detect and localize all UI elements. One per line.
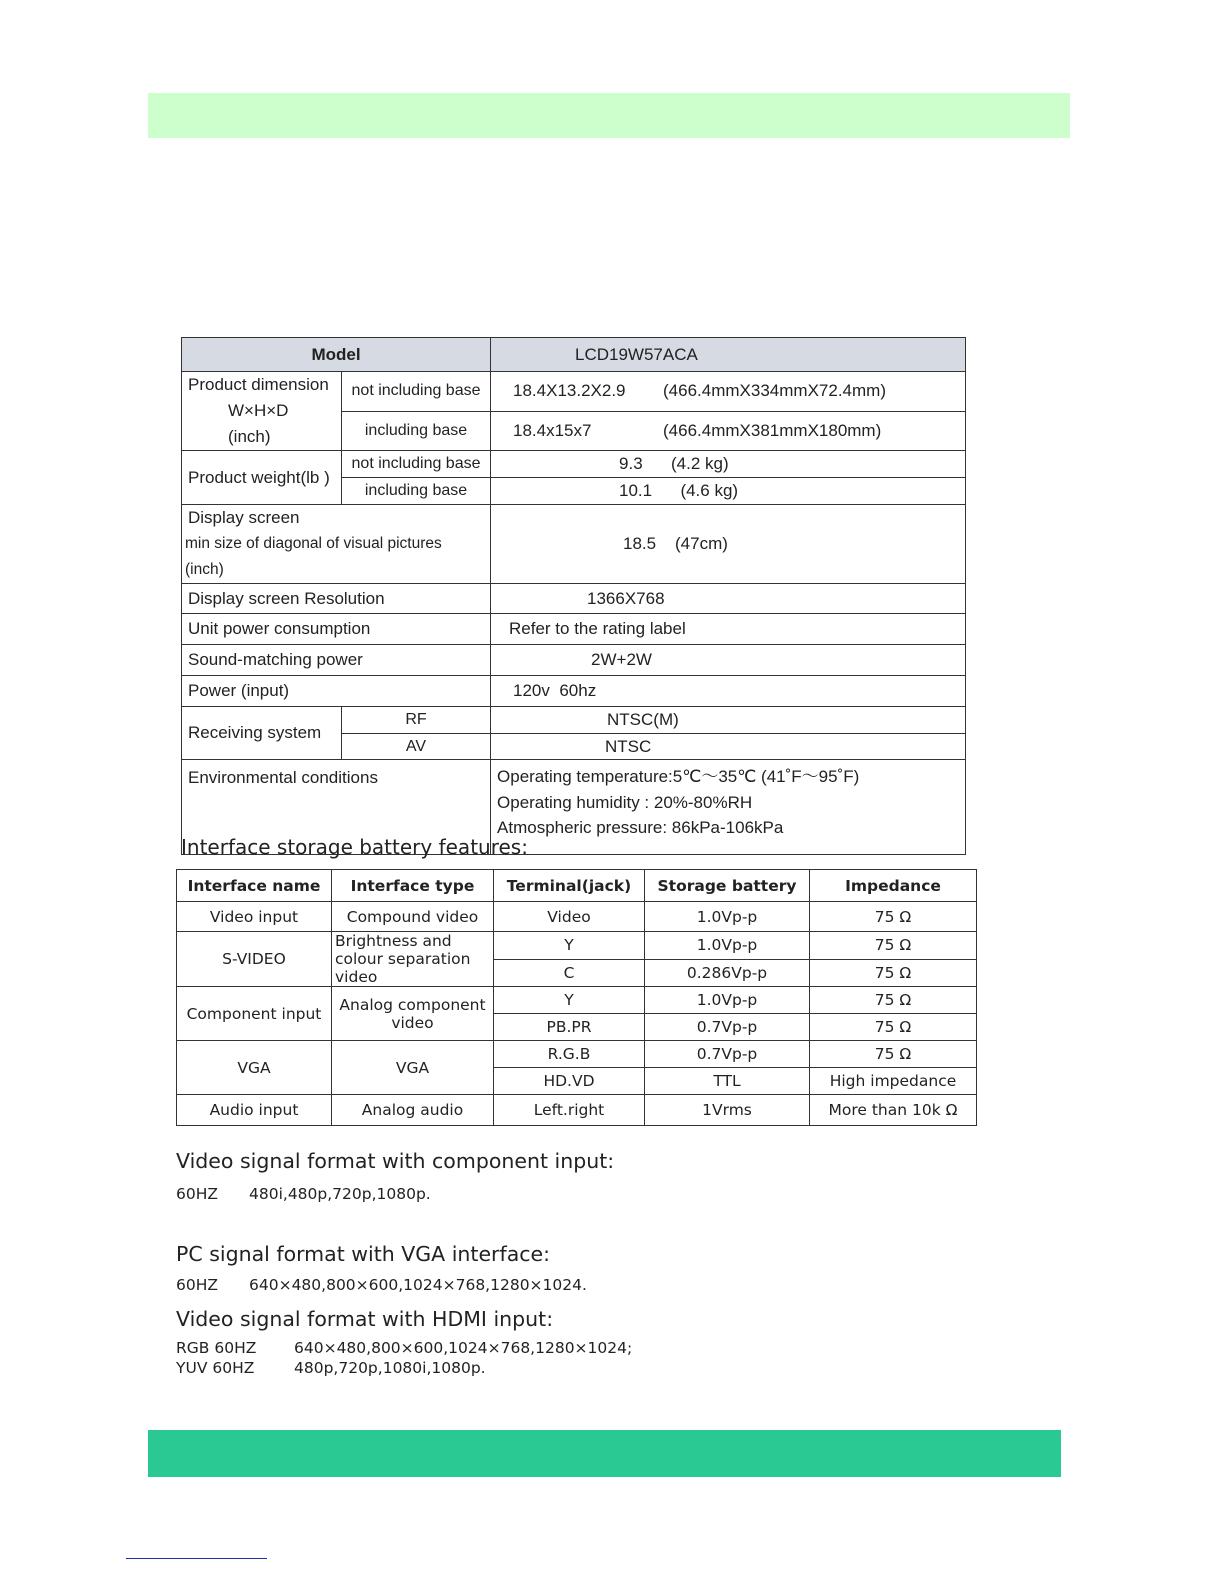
cell-imp: 75 Ω: [810, 987, 977, 1014]
footer-band: [148, 1430, 1061, 1477]
cell-type: Analog audio: [332, 1095, 494, 1126]
header-terminal: Terminal(jack): [494, 870, 645, 902]
dimension-incl-inch: 18.4x15x7: [513, 420, 592, 440]
hdmi-rgb-list: 640×480,800×600,1024×768,1280×1024;: [294, 1339, 633, 1357]
spec-row-rf: [182, 707, 966, 734]
vga-format-line: [176, 1276, 587, 1294]
power-consumption-value: Refer to the rating label: [491, 614, 966, 645]
component-format-heading: Video signal format with component input:: [176, 1149, 615, 1173]
power-input-label: Power (input): [182, 676, 491, 707]
cell-type: Analog component video: [332, 987, 494, 1041]
weight-not-incl-value: 9.3 (4.2 kg): [491, 451, 966, 478]
component-format-line: [176, 1185, 431, 1203]
cell-name: Audio input: [177, 1095, 332, 1126]
screen-value: 18.5 (47cm): [491, 505, 966, 584]
cell-imp: 75 Ω: [810, 932, 977, 960]
sound-value: 2W+2W: [491, 645, 966, 676]
interface-table: [176, 869, 977, 1126]
dimension-incl-value: [491, 411, 966, 451]
cell-type: Compound video: [332, 902, 494, 932]
weight-incl-label: including base: [342, 478, 491, 505]
cell-imp: 75 Ω: [810, 959, 977, 987]
hdmi-yuv-freq: YUV 60HZ: [176, 1359, 255, 1377]
spec-row-power-consumption: [182, 614, 966, 645]
cell-name: Video input: [177, 902, 332, 932]
dimension-not-incl-inch: 18.4X13.2X2.9: [513, 381, 626, 401]
cell-batt: 1Vrms: [645, 1095, 810, 1126]
header-interface-type: Interface type: [332, 870, 494, 902]
power-input-value: 120v 60hz: [491, 676, 966, 707]
cell-jack: Video: [494, 902, 645, 932]
cell-type: Brightness and colour separation video: [332, 932, 494, 987]
component-format-freq: 60HZ: [176, 1185, 218, 1203]
sound-label: Sound-matching power: [182, 645, 491, 676]
resolution-value: 1366X768: [491, 584, 966, 614]
header-band: [148, 93, 1070, 138]
hdmi-yuv-line: [176, 1359, 486, 1377]
spec-table: [181, 337, 966, 855]
cell-jack: R.G.B: [494, 1041, 645, 1068]
cell-name: S-VIDEO: [177, 932, 332, 987]
dimension-not-incl-value: [491, 372, 966, 412]
cell-batt: 1.0Vp-p: [645, 932, 810, 960]
cell-batt: 0.286Vp-p: [645, 959, 810, 987]
cell-batt: TTL: [645, 1068, 810, 1095]
header-storage-battery: Storage battery: [645, 870, 810, 902]
av-value: NTSC: [491, 734, 966, 760]
av-label: AV: [342, 734, 491, 760]
cell-jack: Left.right: [494, 1095, 645, 1126]
table-row: [177, 902, 977, 932]
cell-jack: HD.VD: [494, 1068, 645, 1095]
header-impedance: Impedance: [810, 870, 977, 902]
cell-imp: 75 Ω: [810, 1014, 977, 1041]
spec-row-screen: [182, 505, 966, 584]
hdmi-rgb-line: [176, 1339, 632, 1357]
dimension-label-line-2: W×H×D (inch): [228, 401, 289, 446]
vga-format-freq: 60HZ: [176, 1276, 218, 1294]
dimension-incl-mm: (466.4mmX381mmX180mm): [663, 420, 882, 440]
spec-row-model: [182, 338, 966, 372]
receiving-label: Receiving system: [182, 707, 342, 760]
rf-label: RF: [342, 707, 491, 734]
power-consumption-label: Unit power consumption: [182, 614, 491, 645]
dimension-label-line-1: Product dimension: [188, 375, 329, 394]
spec-row-weight: [182, 451, 966, 478]
cell-imp: High impedance: [810, 1068, 977, 1095]
dimension-not-incl-label: not including base: [342, 372, 491, 412]
cell-batt: 1.0Vp-p: [645, 987, 810, 1014]
cell-imp: 75 Ω: [810, 902, 977, 932]
table-row: [177, 987, 977, 1014]
rf-value: NTSC(M): [491, 707, 966, 734]
weight-not-incl-label: not including base: [342, 451, 491, 478]
resolution-label: Display screen Resolution: [182, 584, 491, 614]
cell-jack: Y: [494, 932, 645, 960]
vga-format-heading: PC signal format with VGA interface:: [176, 1242, 551, 1266]
interface-header-row: [177, 870, 977, 902]
table-row: [177, 1095, 977, 1126]
environment-temperature: Operating temperature:5℃～35℃ (41˚F～95˚F): [497, 767, 860, 786]
spec-row-dimension: [182, 372, 966, 412]
hdmi-yuv-list: 480p,720p,1080i,1080p.: [294, 1359, 486, 1377]
vga-format-list: 640×480,800×600,1024×768,1280×1024.: [249, 1276, 587, 1294]
screen-label: [182, 505, 491, 584]
spec-row-power-input: [182, 676, 966, 707]
model-value: LCD19W57ACA: [491, 338, 966, 372]
cell-jack: PB.PR: [494, 1014, 645, 1041]
dimension-label: [182, 372, 342, 451]
footer-rule: [126, 1558, 267, 1559]
cell-type: VGA: [332, 1041, 494, 1095]
model-label: Model: [182, 338, 491, 372]
spec-row-sound: [182, 645, 966, 676]
environment-value: [491, 760, 966, 855]
cell-jack: C: [494, 959, 645, 987]
dimension-incl-label: including base: [342, 411, 491, 451]
cell-imp: More than 10k Ω: [810, 1095, 977, 1126]
cell-jack: Y: [494, 987, 645, 1014]
environment-pressure: Atmospheric pressure: 86kPa-106kPa: [497, 818, 784, 837]
hdmi-rgb-freq: RGB 60HZ: [176, 1339, 257, 1357]
cell-batt: 1.0Vp-p: [645, 902, 810, 932]
screen-label-line-1: Display screen: [188, 508, 300, 527]
header-interface-name: Interface name: [177, 870, 332, 902]
cell-name: Component input: [177, 987, 332, 1041]
hdmi-format-heading: Video signal format with HDMI input:: [176, 1307, 554, 1331]
environment-humidity: Operating humidity : 20%-80%RH: [497, 792, 753, 812]
screen-label-line-2: min size of diagonal of visual pictures (inch): [185, 535, 442, 578]
spec-row-resolution: [182, 584, 966, 614]
cell-name: VGA: [177, 1041, 332, 1095]
cell-imp: 75 Ω: [810, 1041, 977, 1068]
weight-label: Product weight(lb ): [182, 451, 342, 505]
cell-batt: 0.7Vp-p: [645, 1014, 810, 1041]
environment-label: Environmental conditions: [182, 760, 491, 855]
weight-incl-value: 10.1 (4.6 kg): [491, 478, 966, 505]
interface-heading: Interface storage battery features:: [181, 835, 528, 859]
table-row: [177, 1041, 977, 1068]
table-row: [177, 932, 977, 960]
component-format-list: 480i,480p,720p,1080p.: [249, 1185, 431, 1203]
dimension-not-incl-mm: (466.4mmX334mmX72.4mm): [663, 381, 886, 401]
cell-batt: 0.7Vp-p: [645, 1041, 810, 1068]
